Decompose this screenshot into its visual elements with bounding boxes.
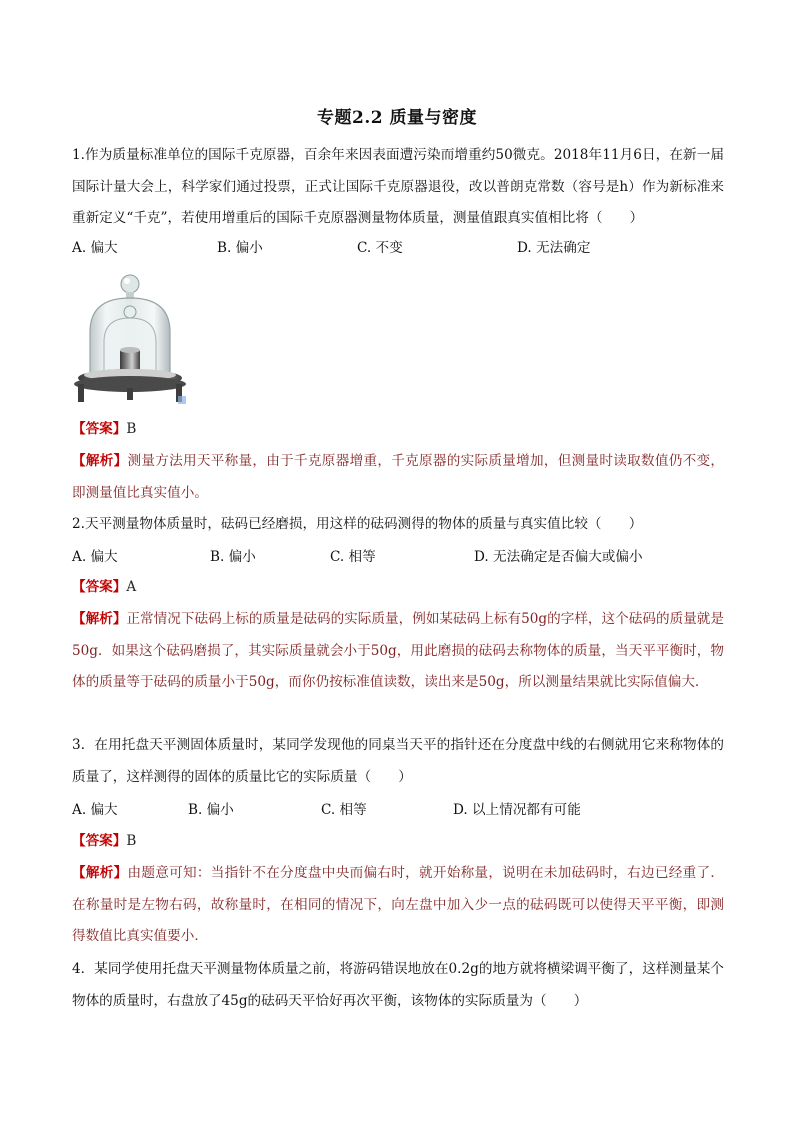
- kilogram-prototype-image: [70, 272, 194, 410]
- explanation-tag: 【解析】: [72, 611, 127, 627]
- answer-tag: 【答案】: [72, 421, 127, 437]
- explanation-text: 正常情况下砝码上标的质量是砝码的实际质量，例如某砝码上标有50g的字样，这个砝码的质量就是50g．如果这个砝码磨损了，其实际质量就会小于50g，用此磨损的砝码去称物体的质量，当天平平衡时，物体的质量等于砝码的质量小于50g，而你仍按标准值读数，读出来是50g，所以测量结果就比实际值偏大．: [72, 611, 724, 690]
- option-d: D. 无法确定: [517, 240, 591, 256]
- answer-1: [72, 414, 724, 446]
- explanation-1: [72, 446, 724, 509]
- option-b: B. 偏小: [188, 802, 234, 818]
- question-1-options: [72, 236, 724, 262]
- option-d: D. 无法确定是否偏大或偏小: [474, 549, 643, 565]
- explanation-3: [72, 858, 724, 953]
- explanation-2: [72, 604, 724, 699]
- option-c: C. 相等: [330, 549, 376, 565]
- option-b: B. 偏小: [210, 549, 256, 565]
- answer-tag: 【答案】: [72, 833, 127, 849]
- option-a: A. 偏大: [72, 802, 118, 818]
- question-3-text: 3．在用托盘天平测固体质量时，某同学发现他的同桌当天平的指针还在分度盘中线的右侧就用它来称物体的质量了，这样测得的固体的质量比它的实际质量（ ）: [72, 737, 724, 785]
- question-2-text: 2.天平测量物体质量时，砝码已经磨损，用这样的砝码测得的物体的质量与真实值比较（ ）: [72, 516, 643, 532]
- question-3-options: [72, 798, 724, 824]
- option-c: C. 相等: [321, 802, 367, 818]
- answer-value: B: [126, 421, 137, 437]
- option-d: D. 以上情况都有可能: [453, 802, 581, 818]
- answer-2: [72, 572, 724, 604]
- answer-value: A: [126, 579, 137, 595]
- question-4-text: 4．某同学使用托盘天平测量物体质量之前，将游码错误地放在0.2g的地方就将横梁调平衡了，这样测量某个物体的质量时，右盘放了45g的砝码天平恰好再次平衡，该物体的实际质量为（ ）: [72, 961, 724, 1009]
- answer-3: [72, 826, 724, 858]
- explanation-text: 测量方法用天平称量，由于千克原器增重，千克原器的实际质量增加，但测量时读取数值仍不变，即测量值比真实值小。: [72, 453, 724, 501]
- option-c: C. 不变: [357, 240, 403, 256]
- explanation-tag: 【解析】: [72, 453, 128, 469]
- answer-tag: 【答案】: [72, 579, 127, 595]
- option-b: B. 偏小: [217, 240, 263, 256]
- option-a: A. 偏大: [72, 240, 118, 256]
- page-title: 专题2.2 质量与密度: [317, 108, 477, 128]
- question-1-text: 1.作为质量标准单位的国际千克原器，百余年来因表面遭污染而增重约50微克。2018年11月6日，在新一届国际计量大会上，科学家们通过投票，正式让国际千克原器退役，改以普朗克常数（容号是h）作为新标准来重新定义“千克”，若使用增重后的国际千克原器测量物体质量，测量值跟真实值相比将（ ）: [72, 147, 724, 226]
- question-2-options: [72, 545, 724, 571]
- explanation-tag: 【解析】: [72, 865, 128, 881]
- option-a: A. 偏大: [72, 549, 118, 565]
- answer-value: B: [126, 833, 137, 849]
- explanation-text: 由题意可知：当指针不在分度盘中央而偏右时，就开始称量，说明在未加砝码时，右边已经重了．在称量时是左物右码，故称量时，在相同的情况下，向左盘中加入少一点的砝码既可以使得天平平衡，即测得数值比真实值要小．: [72, 865, 724, 944]
